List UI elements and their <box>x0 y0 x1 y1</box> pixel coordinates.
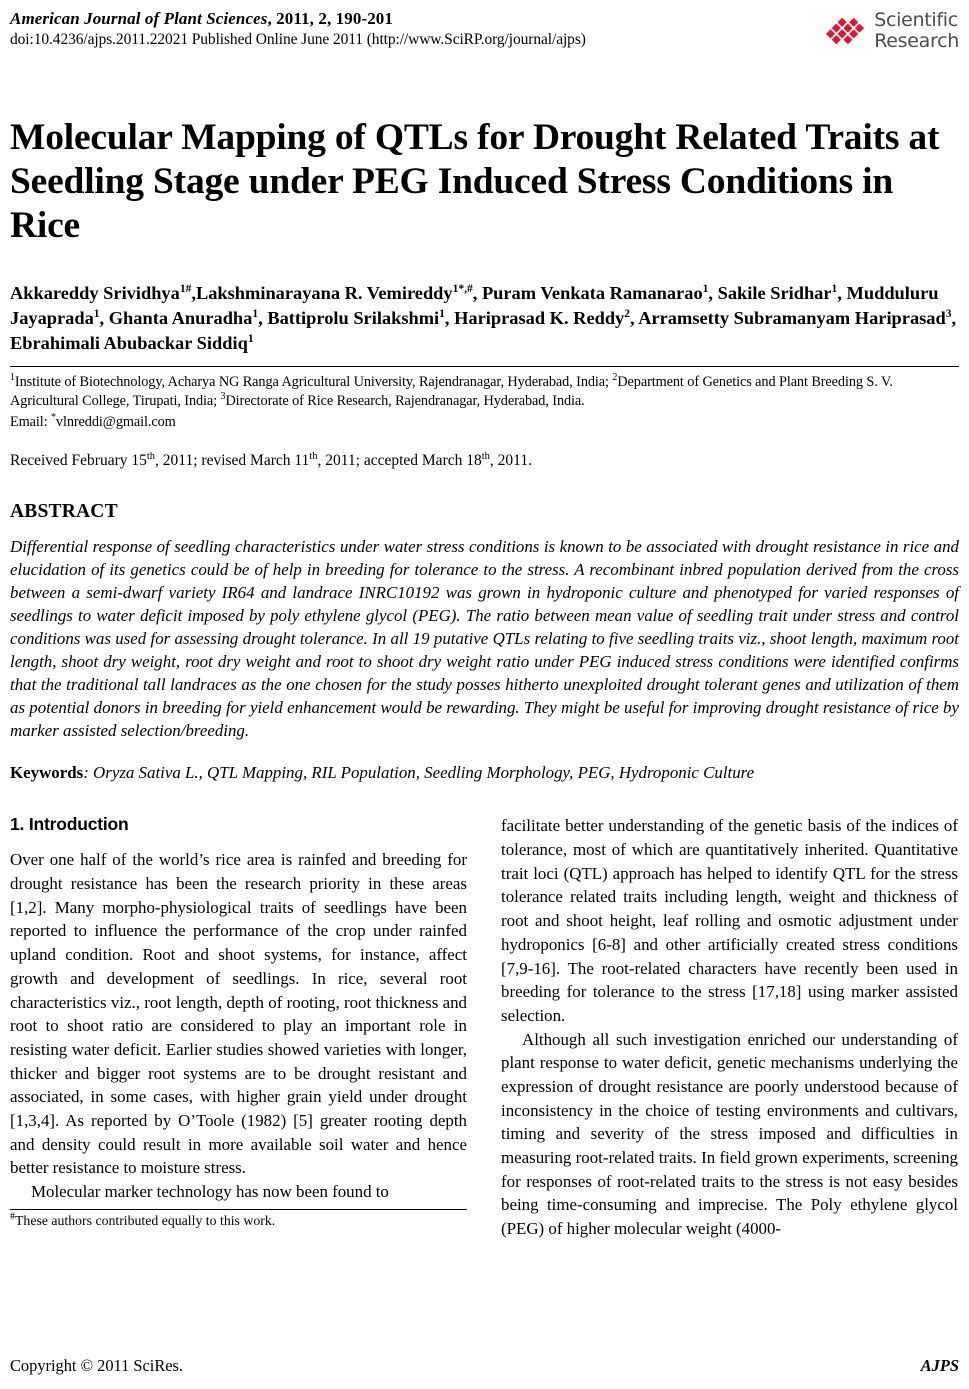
received-date: Received February 15 <box>10 452 147 470</box>
intro-paragraph-1: Over one half of the world’s rice area is rainfed and breeding for drought resistance has been the research priority in these areas [1,2]. Many morpho-physiological traits of seedlings have been reported to influence the performance of the crop under rainfed upland condition. Root and shoot systems, for instance, affect growth and development of seedlings. In rice, several root characteristics viz., root length, depth of rooting, root thickness and root to shoot ratio are considered to play an important role in resisting water deficit. Earlier studies showed varieties with longer, thicker and bigger root systems are to be drought resistant and associated, in some cases, with higher grain yield under drought [1,3,4]. As reported by O’Toole (1982) [5] greater rooting depth and density could result in more available soil water and hence better resistance to moisture stress. <box>10 850 467 1178</box>
keywords <box>10 762 959 785</box>
affiliation-2: Department of Genetics and Plant Breeding S. V. Agricultural College, Tirupati, India; <box>10 373 893 409</box>
author-affiliation-marker: 1*,# <box>452 282 473 295</box>
corresponding-email <box>10 413 959 432</box>
email-label: Email: <box>10 414 51 431</box>
journal-citation <box>10 8 959 32</box>
author-separator: , <box>951 308 957 329</box>
footnote-marker: # <box>10 1211 15 1223</box>
author-separator: , <box>472 282 482 303</box>
email-address[interactable]: vlnreddi@gmail.com <box>55 414 176 431</box>
author-affiliation-marker: 1# <box>179 282 192 295</box>
abstract-heading: ABSTRACT <box>10 501 118 523</box>
accepted-ordinal: th <box>481 451 490 463</box>
author-name: Lakshminarayana R. Vemireddy <box>195 282 453 303</box>
dates-tail: , 2011. <box>489 452 532 470</box>
masthead <box>10 8 959 58</box>
intro-paragraph-3: facilitate better understanding of the genetic basis of the indices of tolerance, most of which are quantitatively inherited. Quantitative trait loci (QTL) approach has helped to identify QTL for the stress tolerance related traits including length, weight and thickness of root and shoot height, leaf rolling and osmotic adjustment under hydroponics [6-8] and other artificially created stress conditions [7,9-16]. The root-related characters have recently been used in breeding for tolerance to the stress [17,18] using marker assisted selection. <box>501 816 958 1025</box>
revised-ordinal: th <box>309 451 318 463</box>
section-heading-introduction: 1. Introduction <box>10 814 129 835</box>
author-separator: , <box>99 308 109 329</box>
author-affiliation-marker: 3 <box>945 307 952 320</box>
keywords-separator: : <box>83 762 94 782</box>
author-list <box>10 281 959 357</box>
journal-volume-pages: , 2011, 2, 190-201 <box>267 9 394 28</box>
journal-abbreviation: AJPS <box>920 1356 959 1375</box>
author-name: Mudduluru Jayaprada <box>10 282 939 329</box>
page-title: Molecular Mapping of QTLs for Drought Related Traits at Seedling Stage under PEG Induced Stress Conditions in Rice <box>10 117 940 246</box>
affiliation-3: Directorate of Rice Research, Rajendranagar, Hyderabad, India. <box>225 392 585 409</box>
email-marker: * <box>51 412 56 424</box>
body-columns <box>10 814 959 1240</box>
abstract-text: Differential response of seedling characteristics under water stress conditions is known to be associated with drought resistance in rice and elucidation of its genetics could be of help in breeding for tolerance to the stress. A recombinant inbred population derived from the cross between a semi-dwarf variety IR64 and landrace INRC10192 was grown in hydroponic culture and phenotyped for varied responses of seedlings to water deficit imposed by poly ethylene glycol (PEG). The ratio between mean value of seedling trait under stress and control conditions was used for assessing drought tolerance. In all 19 putative QTLs relating to five seedling traits viz., shoot length, maximum root length, shoot dry weight, root dry weight and root to shoot dry weight ratio under PEG induced stress conditions were identified confirms that the traditional tall landraces as the one chosen for the study posses hitherto unexploited drought tolerant genes and utilization of them as potential donors in breeding for yield enhancement would be rewarding. They might be useful for improving drought resistance of rice by marker assisted selection/breeding. <box>10 537 959 740</box>
author-separator: , <box>708 282 718 303</box>
author-separator: , <box>837 282 847 303</box>
author-name: Ghanta Anuradha <box>108 308 253 329</box>
journal-name: American Journal of Plant Sciences <box>10 9 268 28</box>
received-ordinal: th <box>146 451 156 463</box>
publisher-name-line1: Scientific <box>874 9 958 32</box>
publication-dates <box>10 451 959 471</box>
intro-paragraph-4: Although all such investigation enriched our understanding of plant response to water deficit, genetic mechanisms underlying the expression of drought resistance are poorly understood because of inconsistency in the choice of testing environments and cultivars, timing and severity of the stress imposed and difficulties in measuring root-related traits. In field grown experiments, screening for responses of root-related traits to the stress is not easy besides being time-consuming and imprecise. The Poly ethylene glycol (PEG) of higher molecular weight (4000- <box>501 1029 958 1239</box>
copyright-text: Copyright © 2011 SciRes. <box>10 1356 184 1375</box>
author-separator: , <box>191 282 196 303</box>
affiliation-marker-3: 3 <box>220 391 226 403</box>
left-column <box>10 814 467 1240</box>
right-column <box>501 814 958 1240</box>
page-content <box>10 8 959 1241</box>
intro-paragraph-2: Molecular marker technology has now been found to <box>31 1182 389 1201</box>
revised-date: , 2011; revised March 11 <box>155 452 310 470</box>
author-affiliation-marker: 1 <box>439 307 445 320</box>
author-affiliation-marker: 2 <box>624 307 631 320</box>
keywords-label: Keywords <box>10 762 84 782</box>
author-name: Ebrahimali Abubackar Siddiq <box>10 333 248 354</box>
accepted-date: , 2011; accepted March 18 <box>317 452 482 470</box>
author-name: Akkareddy Srividhya <box>10 282 180 303</box>
author-name: Battiprolu Srilakshmi <box>267 308 440 329</box>
author-affiliation-marker: 1 <box>252 307 259 320</box>
footnote-divider <box>10 1209 467 1210</box>
author-separator: , <box>444 308 455 329</box>
affiliation-marker-2: 2 <box>612 372 618 384</box>
affiliation-1: Institute of Biotechnology, Acharya NG Ranga Agricultural University, Rajendranagar, Hyderabad, India; <box>14 373 613 390</box>
author-name: Hariprasad K. Reddy <box>454 308 625 329</box>
affiliations <box>10 373 959 432</box>
author-separator: , <box>258 308 268 329</box>
scientific-research-diamond-icon <box>823 9 867 53</box>
author-separator: , <box>630 308 639 329</box>
publisher-name <box>874 10 959 51</box>
publisher-name-line2: Research <box>874 30 959 52</box>
keywords-text: Oryza Sativa L., QTL Mapping, RIL Population, Seedling Morphology, PEG, Hydroponic Culture <box>93 762 755 782</box>
author-affiliation-marker: 1 <box>93 307 100 320</box>
author-affiliation-marker: 1 <box>702 282 709 295</box>
doi-line: doi:10.4236/ajps.2011.22021 Published Online June 2011 (http://www.SciRP.org/journal/ajps) <box>10 31 586 49</box>
page-footer <box>10 1356 959 1376</box>
footnote-text: These authors contributed equally to this work. <box>15 1212 276 1228</box>
author-name: Arramsetty Subramanyam Hariprasad <box>638 308 946 329</box>
affiliation-marker-1: 1 <box>10 372 15 384</box>
author-name: Sakile Sridhar <box>717 282 832 303</box>
footnote <box>10 1212 467 1230</box>
author-affiliation-marker: 1 <box>831 282 838 295</box>
author-affiliation-marker: 1 <box>247 333 254 346</box>
author-name: Puram Venkata Ramanarao <box>481 282 703 303</box>
publisher-logo <box>823 8 959 54</box>
author-divider <box>10 366 959 367</box>
